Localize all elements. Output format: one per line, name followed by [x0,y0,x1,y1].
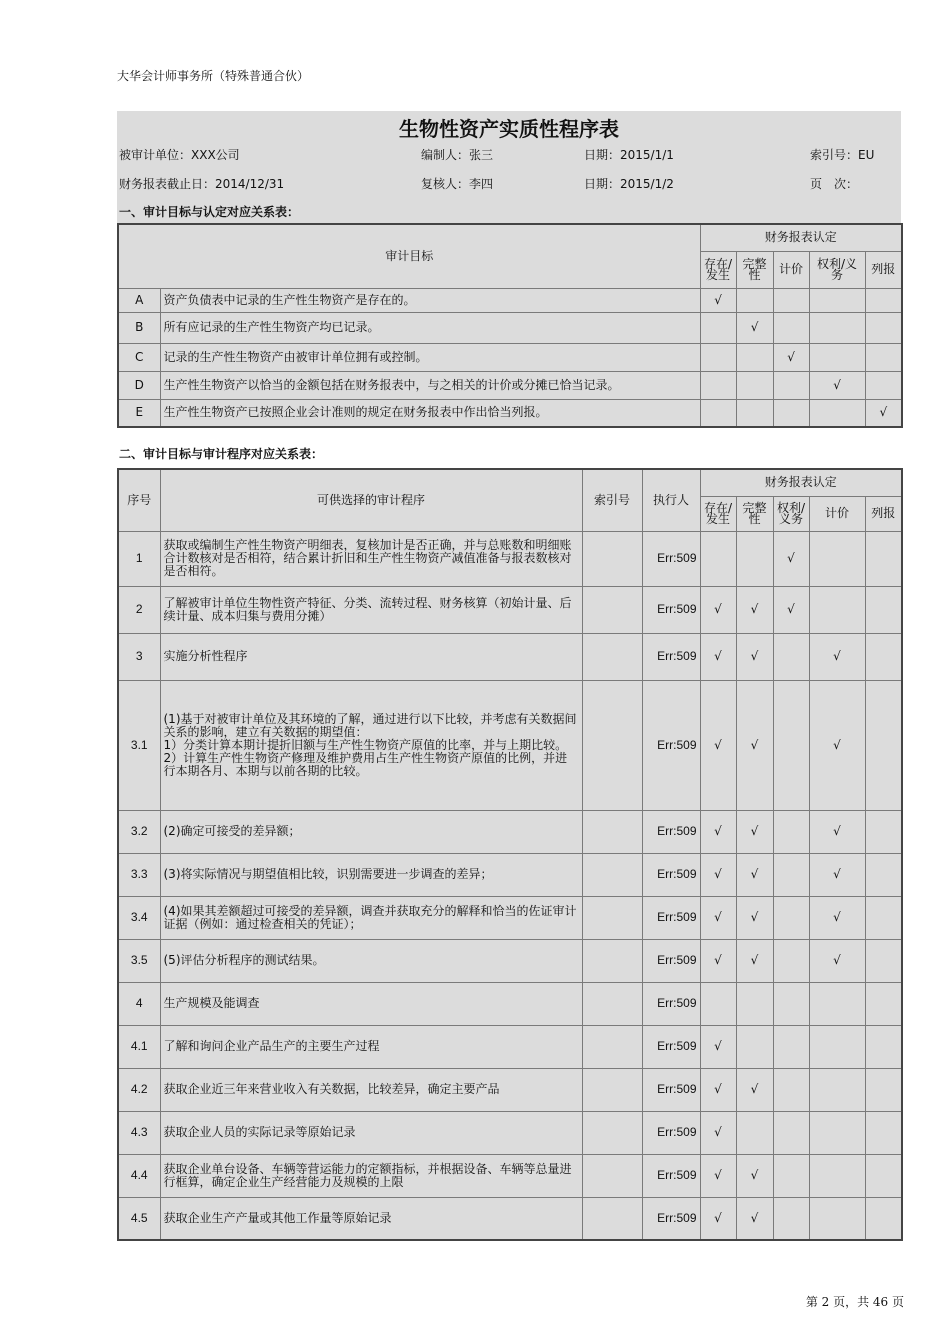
check-cell [773,1068,809,1111]
row-goal: 资产负债表中记录的生产性生物资产是存在的。 [160,288,700,312]
check-cell [865,680,902,810]
check-cell: √ [700,896,736,939]
row-code: C [118,343,160,371]
check-cell [736,343,773,371]
entity-label: 被审计单位：XXX公司 [119,148,240,162]
col-rights: 权利/义务 [809,251,865,288]
check-cell [865,531,902,586]
check-cell [865,810,902,853]
col2-presentation: 列报 [865,496,902,531]
row-executor: Err:509 [642,1025,700,1068]
check-cell [773,633,809,680]
check-cell: √ [773,343,809,371]
check-cell: √ [700,853,736,896]
table-row [118,343,902,371]
check-cell [700,343,736,371]
check-cell [773,1154,809,1197]
row-procedure: 实施分析性程序 [160,633,582,680]
row-goal: 记录的生产性生物资产由被审计单位拥有或控制。 [160,343,700,371]
check-cell: √ [809,810,865,853]
check-cell [773,288,809,312]
table-row [118,531,902,586]
row-index [582,680,642,810]
table-row [118,1197,902,1240]
check-cell: √ [736,853,773,896]
row-procedure: (3)将实际情况与期望值相比较，识别需要进一步调查的差异； [160,853,582,896]
check-cell: √ [809,939,865,982]
row-index [582,896,642,939]
check-cell: √ [865,399,902,427]
row-procedure: 获取企业生产产量或其他工作量等原始记录 [160,1197,582,1240]
row-number: 3.5 [118,939,160,982]
row-number: 3 [118,633,160,680]
check-cell [700,371,736,399]
check-cell [773,853,809,896]
check-cell [809,312,865,343]
check-cell: √ [700,1068,736,1111]
row-index [582,1025,642,1068]
row-goal: 生产性生物资产已按照企业会计准则的规定在财务报表中作出恰当列报。 [160,399,700,427]
check-cell: √ [700,1154,736,1197]
assert-header-2: 财务报表认定 [700,469,902,496]
check-cell [865,896,902,939]
index-label: 索引号：EU [810,148,875,162]
goal-header: 审计目标 [118,224,700,288]
check-cell [773,982,809,1025]
row-executor: Err:509 [642,1154,700,1197]
table-row [118,1111,902,1154]
check-cell [865,1068,902,1111]
col-valuation: 计价 [773,251,809,288]
col2-existence: 存在/发生 [700,496,736,531]
check-cell: √ [700,586,736,633]
table-row [118,586,902,633]
check-cell [865,633,902,680]
check-cell [809,1197,865,1240]
check-cell [736,1025,773,1068]
row-executor: Err:509 [642,586,700,633]
row-procedure: 生产规模及能调查 [160,982,582,1025]
check-cell: √ [700,1025,736,1068]
check-cell [773,371,809,399]
period-label: 财务报表截止日：2014/12/31 [119,177,285,191]
row-code: A [118,288,160,312]
table-row [118,288,902,312]
col2-rights: 权利/义务 [773,496,809,531]
row-index [582,1111,642,1154]
check-cell: √ [736,896,773,939]
check-cell [809,1025,865,1068]
check-cell [865,288,902,312]
check-cell [809,531,865,586]
check-cell [736,371,773,399]
row-index [582,531,642,586]
check-cell: √ [773,586,809,633]
procedure-table [117,468,903,1241]
row-index [582,633,642,680]
row-procedure: 获取企业人员的实际记录等原始记录 [160,1111,582,1154]
check-cell [865,1111,902,1154]
row-executor: Err:509 [642,1197,700,1240]
check-cell [865,343,902,371]
check-cell [773,896,809,939]
row-procedure: (4)如果其差额超过可接受的差异额，调查并获取充分的解释和恰当的佐证审计证据（例如：通过检查相关的凭证）； [160,896,582,939]
row-procedure: (5)评估分析程序的测试结果。 [160,939,582,982]
check-cell [865,982,902,1025]
table-row [118,399,902,427]
check-cell: √ [700,288,736,312]
check-cell: √ [736,1154,773,1197]
row-index [582,1068,642,1111]
check-cell [700,399,736,427]
table-row [118,982,902,1025]
row-executor: Err:509 [642,680,700,810]
check-cell [773,1111,809,1154]
check-cell [736,1111,773,1154]
row-code: E [118,399,160,427]
row-index [582,810,642,853]
row-executor: Err:509 [642,531,700,586]
check-cell: √ [700,680,736,810]
check-cell [865,586,902,633]
table-row [118,1025,902,1068]
check-cell [773,1025,809,1068]
check-cell: √ [700,1197,736,1240]
check-cell [809,982,865,1025]
row-procedure: (1)基于对被审计单位及其环境的了解，通过进行以下比较，并考虑有关数据间关系的影响，建立有关数据的期望值： 1）分类计算本期计提折旧额与生产性生物资产原值的比率，并与上期比较。 2）计算生产性生物资产修理及维护费用占生产性生物资产原值的比例，并进行本期各月、本期与以前各期的比较。 [160,680,582,810]
check-cell: √ [700,633,736,680]
row-procedure: 了解被审计单位生物性资产特征、分类、流转过程、财务核算（初始计量、后续计量、成本归集与费用分摊） [160,586,582,633]
check-cell [865,853,902,896]
check-cell: √ [736,1197,773,1240]
check-cell: √ [736,586,773,633]
check-cell: √ [736,633,773,680]
row-index [582,982,642,1025]
table-row [118,1154,902,1197]
table-row [118,633,902,680]
row-procedure: (2)确定可接受的差异额； [160,810,582,853]
row-index [582,939,642,982]
date1-label: 日期：2015/1/1 [584,148,674,162]
row-executor: Err:509 [642,810,700,853]
check-cell: √ [809,896,865,939]
check-cell: √ [736,939,773,982]
row-index [582,853,642,896]
index-header: 索引号 [582,469,642,531]
row-number: 2 [118,586,160,633]
table-row [118,312,902,343]
check-cell: √ [700,810,736,853]
check-cell [736,399,773,427]
check-cell [865,312,902,343]
page-footer: 第 2 页，共 46 页 [805,1295,904,1309]
check-cell [809,1068,865,1111]
row-number: 4.3 [118,1111,160,1154]
page-title: 生物性资产实质性程序表 [399,117,619,141]
check-cell: √ [809,853,865,896]
col-completeness: 完整性 [736,251,773,288]
row-goal: 所有应记录的生产性生物资产均已记录。 [160,312,700,343]
proc-header: 可供选择的审计程序 [160,469,582,531]
check-cell: √ [700,939,736,982]
check-cell [700,312,736,343]
check-cell: √ [809,371,865,399]
col2-completeness: 完整性 [736,496,773,531]
check-cell [865,1197,902,1240]
date2-label: 日期：2015/1/2 [584,177,674,191]
check-cell [773,810,809,853]
check-cell: √ [736,810,773,853]
row-executor: Err:509 [642,896,700,939]
row-index [582,1197,642,1240]
check-cell [700,982,736,1025]
row-number: 3.4 [118,896,160,939]
check-cell [865,939,902,982]
row-executor: Err:509 [642,939,700,982]
row-number: 4.2 [118,1068,160,1111]
row-number: 4.4 [118,1154,160,1197]
check-cell: √ [773,531,809,586]
table-row [118,810,902,853]
check-cell [809,399,865,427]
assertion-table [117,223,903,428]
reviewer-label: 复核人：李四 [421,177,494,191]
row-number: 4 [118,982,160,1025]
row-number: 3.3 [118,853,160,896]
row-procedure: 获取企业近三年来营业收入有关数据，比较差异，确定主要产品 [160,1068,582,1111]
row-executor: Err:509 [642,853,700,896]
col2-valuation: 计价 [809,496,865,531]
row-code: B [118,312,160,343]
check-cell [865,1154,902,1197]
row-number: 4.5 [118,1197,160,1240]
check-cell [700,531,736,586]
preparer-label: 编制人：张三 [421,148,494,162]
check-cell [773,312,809,343]
table-row [118,1068,902,1111]
check-cell [773,939,809,982]
row-number: 1 [118,531,160,586]
row-number: 3.1 [118,680,160,810]
table-row [118,853,902,896]
check-cell [809,586,865,633]
row-executor: Err:509 [642,1111,700,1154]
check-cell [773,680,809,810]
row-index [582,586,642,633]
row-executor: Err:509 [642,982,700,1025]
check-cell: √ [809,680,865,810]
seq-header: 序号 [118,469,160,531]
row-goal: 生产性生物资产以恰当的金额包括在财务报表中，与之相关的计价或分摊已恰当记录。 [160,371,700,399]
table-row [118,939,902,982]
exec-header: 执行人 [642,469,700,531]
row-index [582,1154,642,1197]
check-cell [809,1111,865,1154]
table-row [118,680,902,810]
check-cell [773,1197,809,1240]
section2-heading: 二、审计目标与审计程序对应关系表： [119,447,324,461]
check-cell [736,288,773,312]
check-cell [773,399,809,427]
check-cell [809,288,865,312]
row-executor: Err:509 [642,1068,700,1111]
check-cell: √ [736,1068,773,1111]
page-label: 页 次： [810,177,859,191]
col-presentation: 列报 [865,251,902,288]
check-cell [809,1154,865,1197]
row-code: D [118,371,160,399]
check-cell [865,1025,902,1068]
check-cell [865,371,902,399]
row-procedure: 获取企业单台设备、车辆等营运能力的定额指标，并根据设备、车辆等总量进行框算，确定企业生产经营能力及规模的上限 [160,1154,582,1197]
check-cell [736,531,773,586]
table-row [118,896,902,939]
check-cell [809,343,865,371]
assert-header: 财务报表认定 [700,224,902,251]
check-cell: √ [736,680,773,810]
check-cell [736,982,773,1025]
check-cell: √ [700,1111,736,1154]
row-procedure: 获取或编制生产性生物资产明细表，复核加计是否正确，并与总账数和明细账合计数核对是否相符，结合累计折旧和生产性生物资产减值准备与报表数核对是否相符。 [160,531,582,586]
row-number: 4.1 [118,1025,160,1068]
row-procedure: 了解和询问企业产品生产的主要生产过程 [160,1025,582,1068]
col-existence: 存在/发生 [700,251,736,288]
section1-heading: 一、审计目标与认定对应关系表： [119,205,300,219]
row-executor: Err:509 [642,633,700,680]
check-cell: √ [809,633,865,680]
table-row [118,371,902,399]
firm-name: 大华会计师事务所（特殊普通合伙） [117,69,310,83]
check-cell: √ [736,312,773,343]
row-number: 3.2 [118,810,160,853]
